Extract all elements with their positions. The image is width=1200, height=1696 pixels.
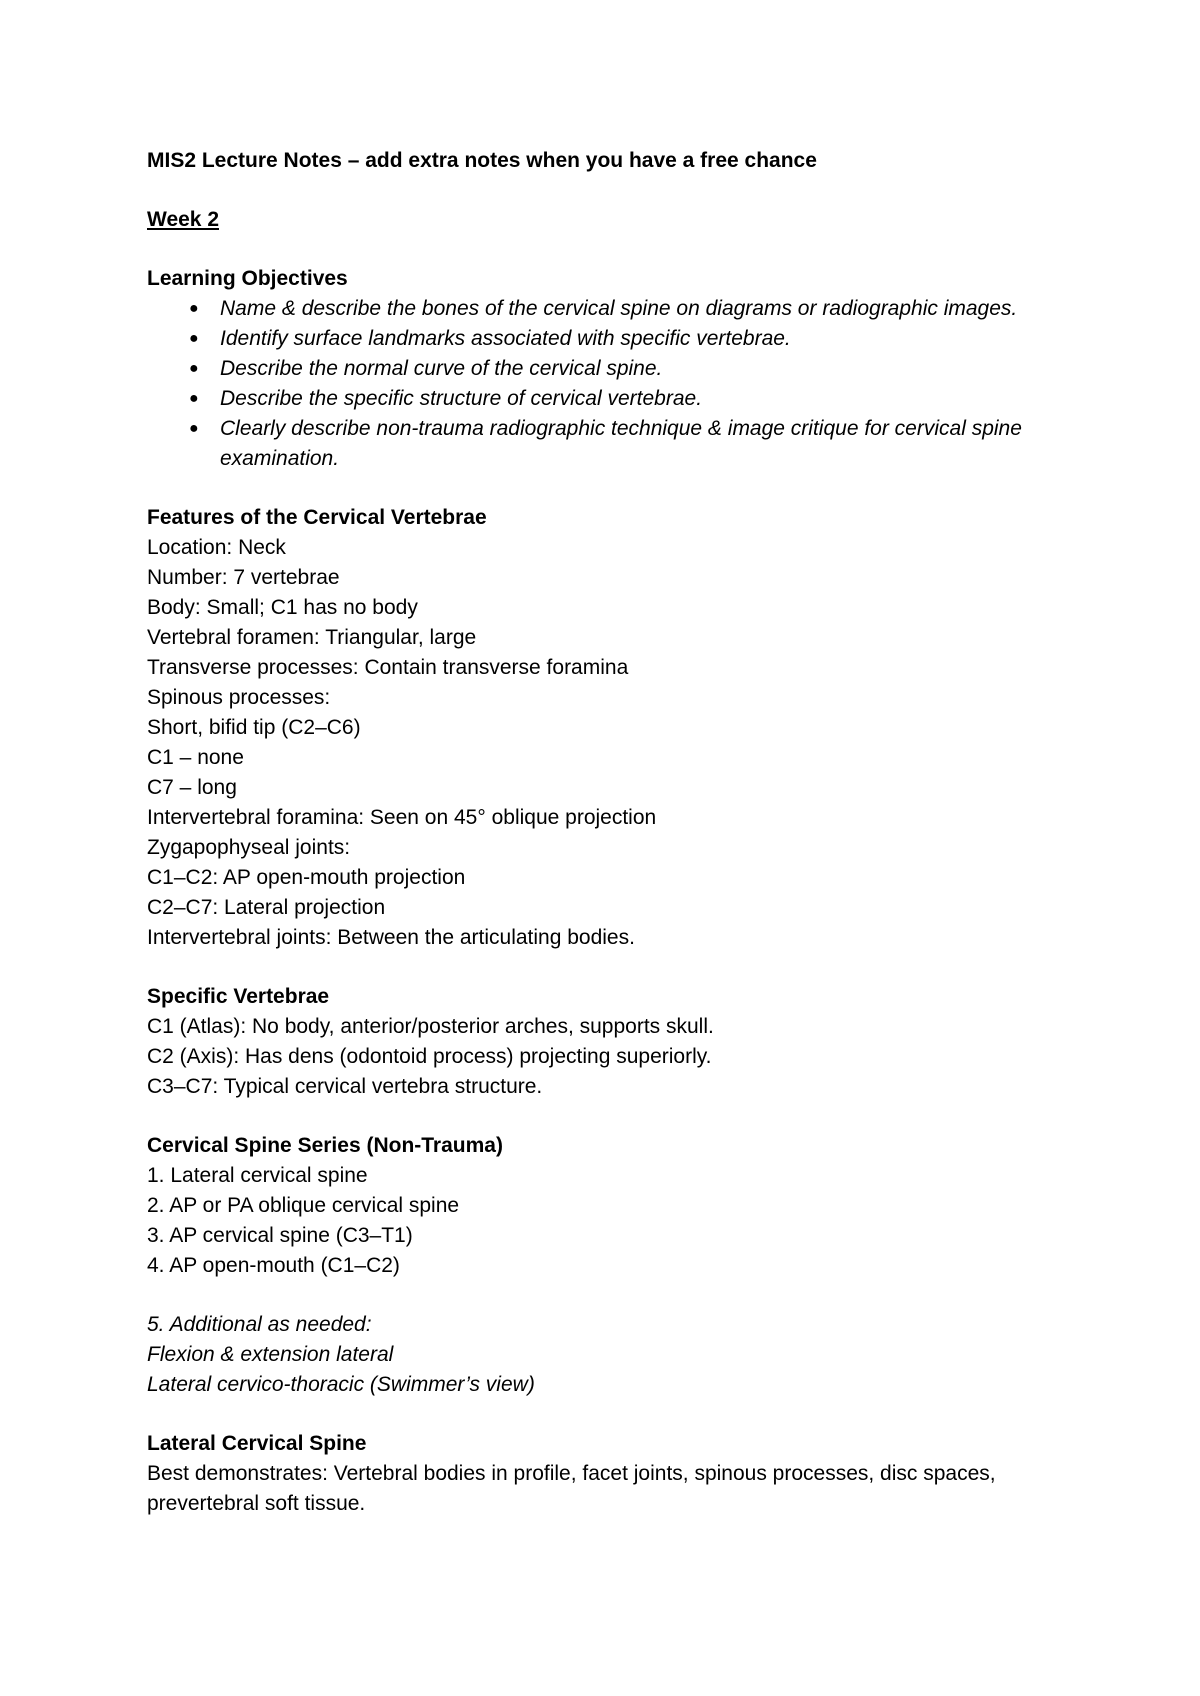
series-line: 3. AP cervical spine (C3–T1): [147, 1224, 413, 1247]
feature-line: Number: 7 vertebrae: [147, 566, 340, 589]
features-heading: Features of the Cervical Vertebrae: [147, 506, 487, 529]
specific-vertebrae-heading: Specific Vertebrae: [147, 985, 330, 1008]
spacer: [147, 1281, 1077, 1310]
feature-line: C2–C7: Lateral projection: [147, 896, 386, 919]
feature-line: Zygapophyseal joints:: [147, 836, 351, 859]
feature-line: C7 – long: [147, 776, 237, 799]
bullet-icon: ●: [189, 360, 199, 377]
list-item: ● Identify surface landmarks associated with specific vertebrae.: [147, 324, 1077, 354]
series-additional-line: Lateral cervico-thoracic (Swimmer’s view): [147, 1373, 535, 1396]
series-line: 1. Lateral cervical spine: [147, 1164, 368, 1187]
series-additional-line: 5. Additional as needed:: [147, 1313, 372, 1336]
document-title: MIS2 Lecture Notes – add extra notes when you have a free chance: [147, 149, 817, 172]
series-line: 2. AP or PA oblique cervical spine: [147, 1194, 460, 1217]
learning-objectives-heading: Learning Objectives: [147, 267, 348, 290]
document-body: [147, 146, 1077, 1519]
week-heading: Week 2: [147, 208, 219, 231]
objectives-list: [147, 294, 1077, 474]
specific-line: C2 (Axis): Has dens (odontoid process) projecting superiorly.: [147, 1045, 712, 1068]
feature-line: Short, bifid tip (C2–C6): [147, 716, 361, 739]
features-section: [147, 503, 1077, 953]
feature-line: Intervertebral foramina: Seen on 45° oblique projection: [147, 806, 657, 829]
series-line: 4. AP open-mouth (C1–C2): [147, 1254, 400, 1277]
list-item: ● Describe the normal curve of the cervical spine.: [147, 354, 1077, 384]
lateral-text: Best demonstrates: Vertebral bodies in profile, facet joints, spinous processes, disc spaces, prevertebral soft tissue.: [147, 1462, 996, 1515]
series-section: [147, 1131, 1077, 1400]
series-heading: Cervical Spine Series (Non-Trauma): [147, 1134, 503, 1157]
series-additional-line: Flexion & extension lateral: [147, 1343, 394, 1366]
feature-line: Vertebral foramen: Triangular, large: [147, 626, 477, 649]
lateral-section: [147, 1429, 1077, 1519]
bullet-icon: ●: [189, 300, 199, 317]
lateral-heading: Lateral Cervical Spine: [147, 1432, 367, 1455]
bullet-icon: ●: [189, 390, 199, 407]
list-item: ● Name & describe the bones of the cervical spine on diagrams or radiographic images.: [147, 294, 1077, 324]
list-item: ● Clearly describe non-trauma radiographic technique & image critique for cervical spine examination.: [147, 414, 1077, 474]
bullet-icon: ●: [189, 330, 199, 347]
specific-line: C1 (Atlas): No body, anterior/posterior arches, supports skull.: [147, 1015, 714, 1038]
feature-line: C1 – none: [147, 746, 244, 769]
feature-line: Spinous processes:: [147, 686, 331, 709]
feature-line: C1–C2: AP open-mouth projection: [147, 866, 466, 889]
list-item: ● Describe the specific structure of cervical vertebrae.: [147, 384, 1077, 414]
feature-line: Body: Small; C1 has no body: [147, 596, 418, 619]
feature-line: Location: Neck: [147, 536, 286, 559]
specific-line: C3–C7: Typical cervical vertebra structure.: [147, 1075, 543, 1098]
learning-objectives-section: [147, 264, 1077, 474]
feature-line: Intervertebral joints: Between the articulating bodies.: [147, 926, 635, 949]
bullet-icon: ●: [189, 420, 199, 437]
specific-vertebrae-section: [147, 982, 1077, 1102]
feature-line: Transverse processes: Contain transverse foramina: [147, 656, 629, 679]
